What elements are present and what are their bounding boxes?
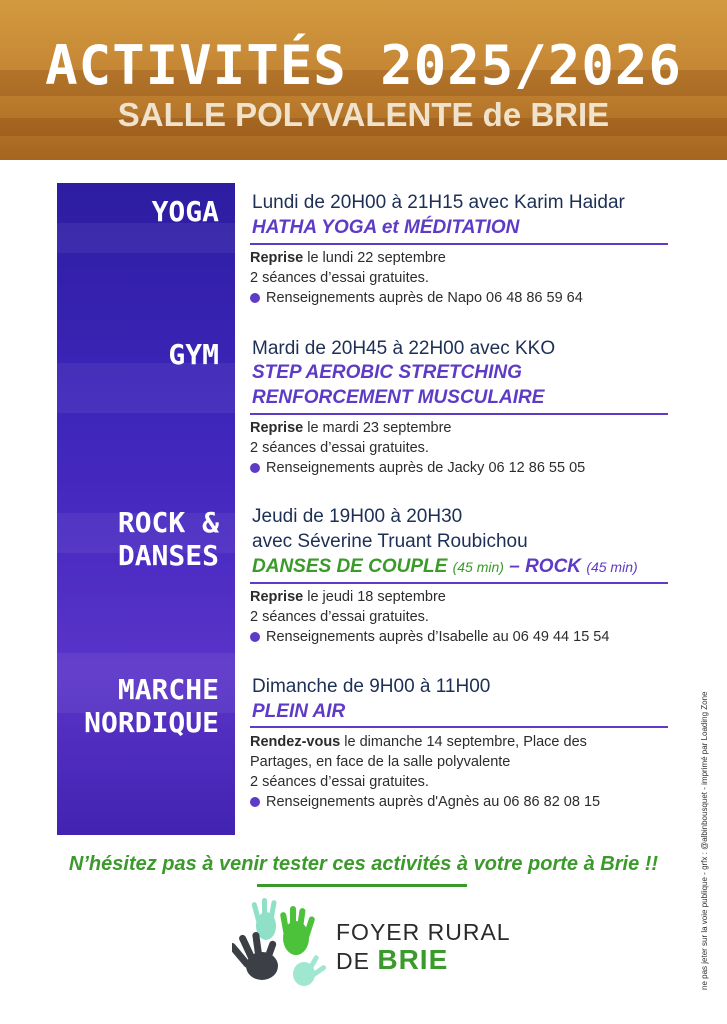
activity-name-yoga: YOGA [151,195,219,228]
activity-name-rock-danses: ROCK & DANSES [117,506,219,572]
tagline: N’hésitez pas à venir tester ces activités à votre porte à Brie !! [68,853,659,875]
gym-info: Reprise le mardi 23 septembre 2 séances d’essai gratuites. Renseignements auprès de Jacky 06 12 86 55 05 [250,420,586,476]
marche-style: PLEIN AIR [252,701,346,722]
rock-schedule: Jeudi de 19H00 à 20H30 [252,506,463,527]
bullet-icon [250,293,260,303]
marche-schedule: Dimanche de 9H00 à 11H00 [252,676,491,697]
tagline-underline [257,884,467,887]
gym-style-2: RENFORCEMENT MUSCULAIRE [252,387,545,408]
side-print-note: ne pas jeter sur la voie publique - grfx : @albinbousquet - imprimé par Loading Zone [700,691,709,990]
divider [250,582,668,584]
header-banner [0,0,727,160]
page-title: ACTIVITÉS 2025/2026 [45,34,682,97]
bullet-icon [250,797,260,807]
activity-name-gym: GYM [168,338,219,371]
yoga-info: Reprise le lundi 22 septembre 2 séances d’essai gratuites. Renseignements auprès de Napo 06 48 86 59 64 [250,250,583,306]
gym-schedule: Mardi de 20H45 à 22H00 avec KKO [252,338,556,359]
bullet-icon [250,632,260,642]
gym-style: STEP AEROBIC STRETCHING [252,362,522,383]
rock-schedule-2: avec Séverine Truant Roubichou [252,531,528,552]
hands-logo-icon [232,896,332,996]
yoga-style: HATHA YOGA et MÉDITATION [252,217,520,238]
yoga-schedule: Lundi de 20H00 à 21H15 avec Karim Haidar [252,192,625,213]
divider [250,243,668,245]
page-subtitle: SALLE POLYVALENTE de BRIE [117,96,610,133]
rock-info: Reprise le jeudi 18 septembre 2 séances d’essai gratuites. Renseignements auprès d’Isabelle au 06 49 44 15 54 [250,589,610,645]
divider [250,413,668,415]
divider [250,726,668,728]
activity-name-band [57,183,235,835]
activity-name-marche-nordique: MARCHE NORDIQUE [84,673,219,739]
bullet-icon [250,463,260,473]
rock-style: DANSES DE COUPLE (45 min) – ROCK (45 min) [252,556,638,577]
marche-info: Rendez-vous le dimanche 14 septembre, Place des Partages, en face de la salle polyvalente 2 séances d’essai gratuites. Renseignements auprès d'Agnès au 06 86 82 08 15 [250,734,601,810]
logo-text-de-brie: DE BRIE [336,944,449,975]
logo-text-foyer-rural: FOYER RURAL [336,919,511,945]
